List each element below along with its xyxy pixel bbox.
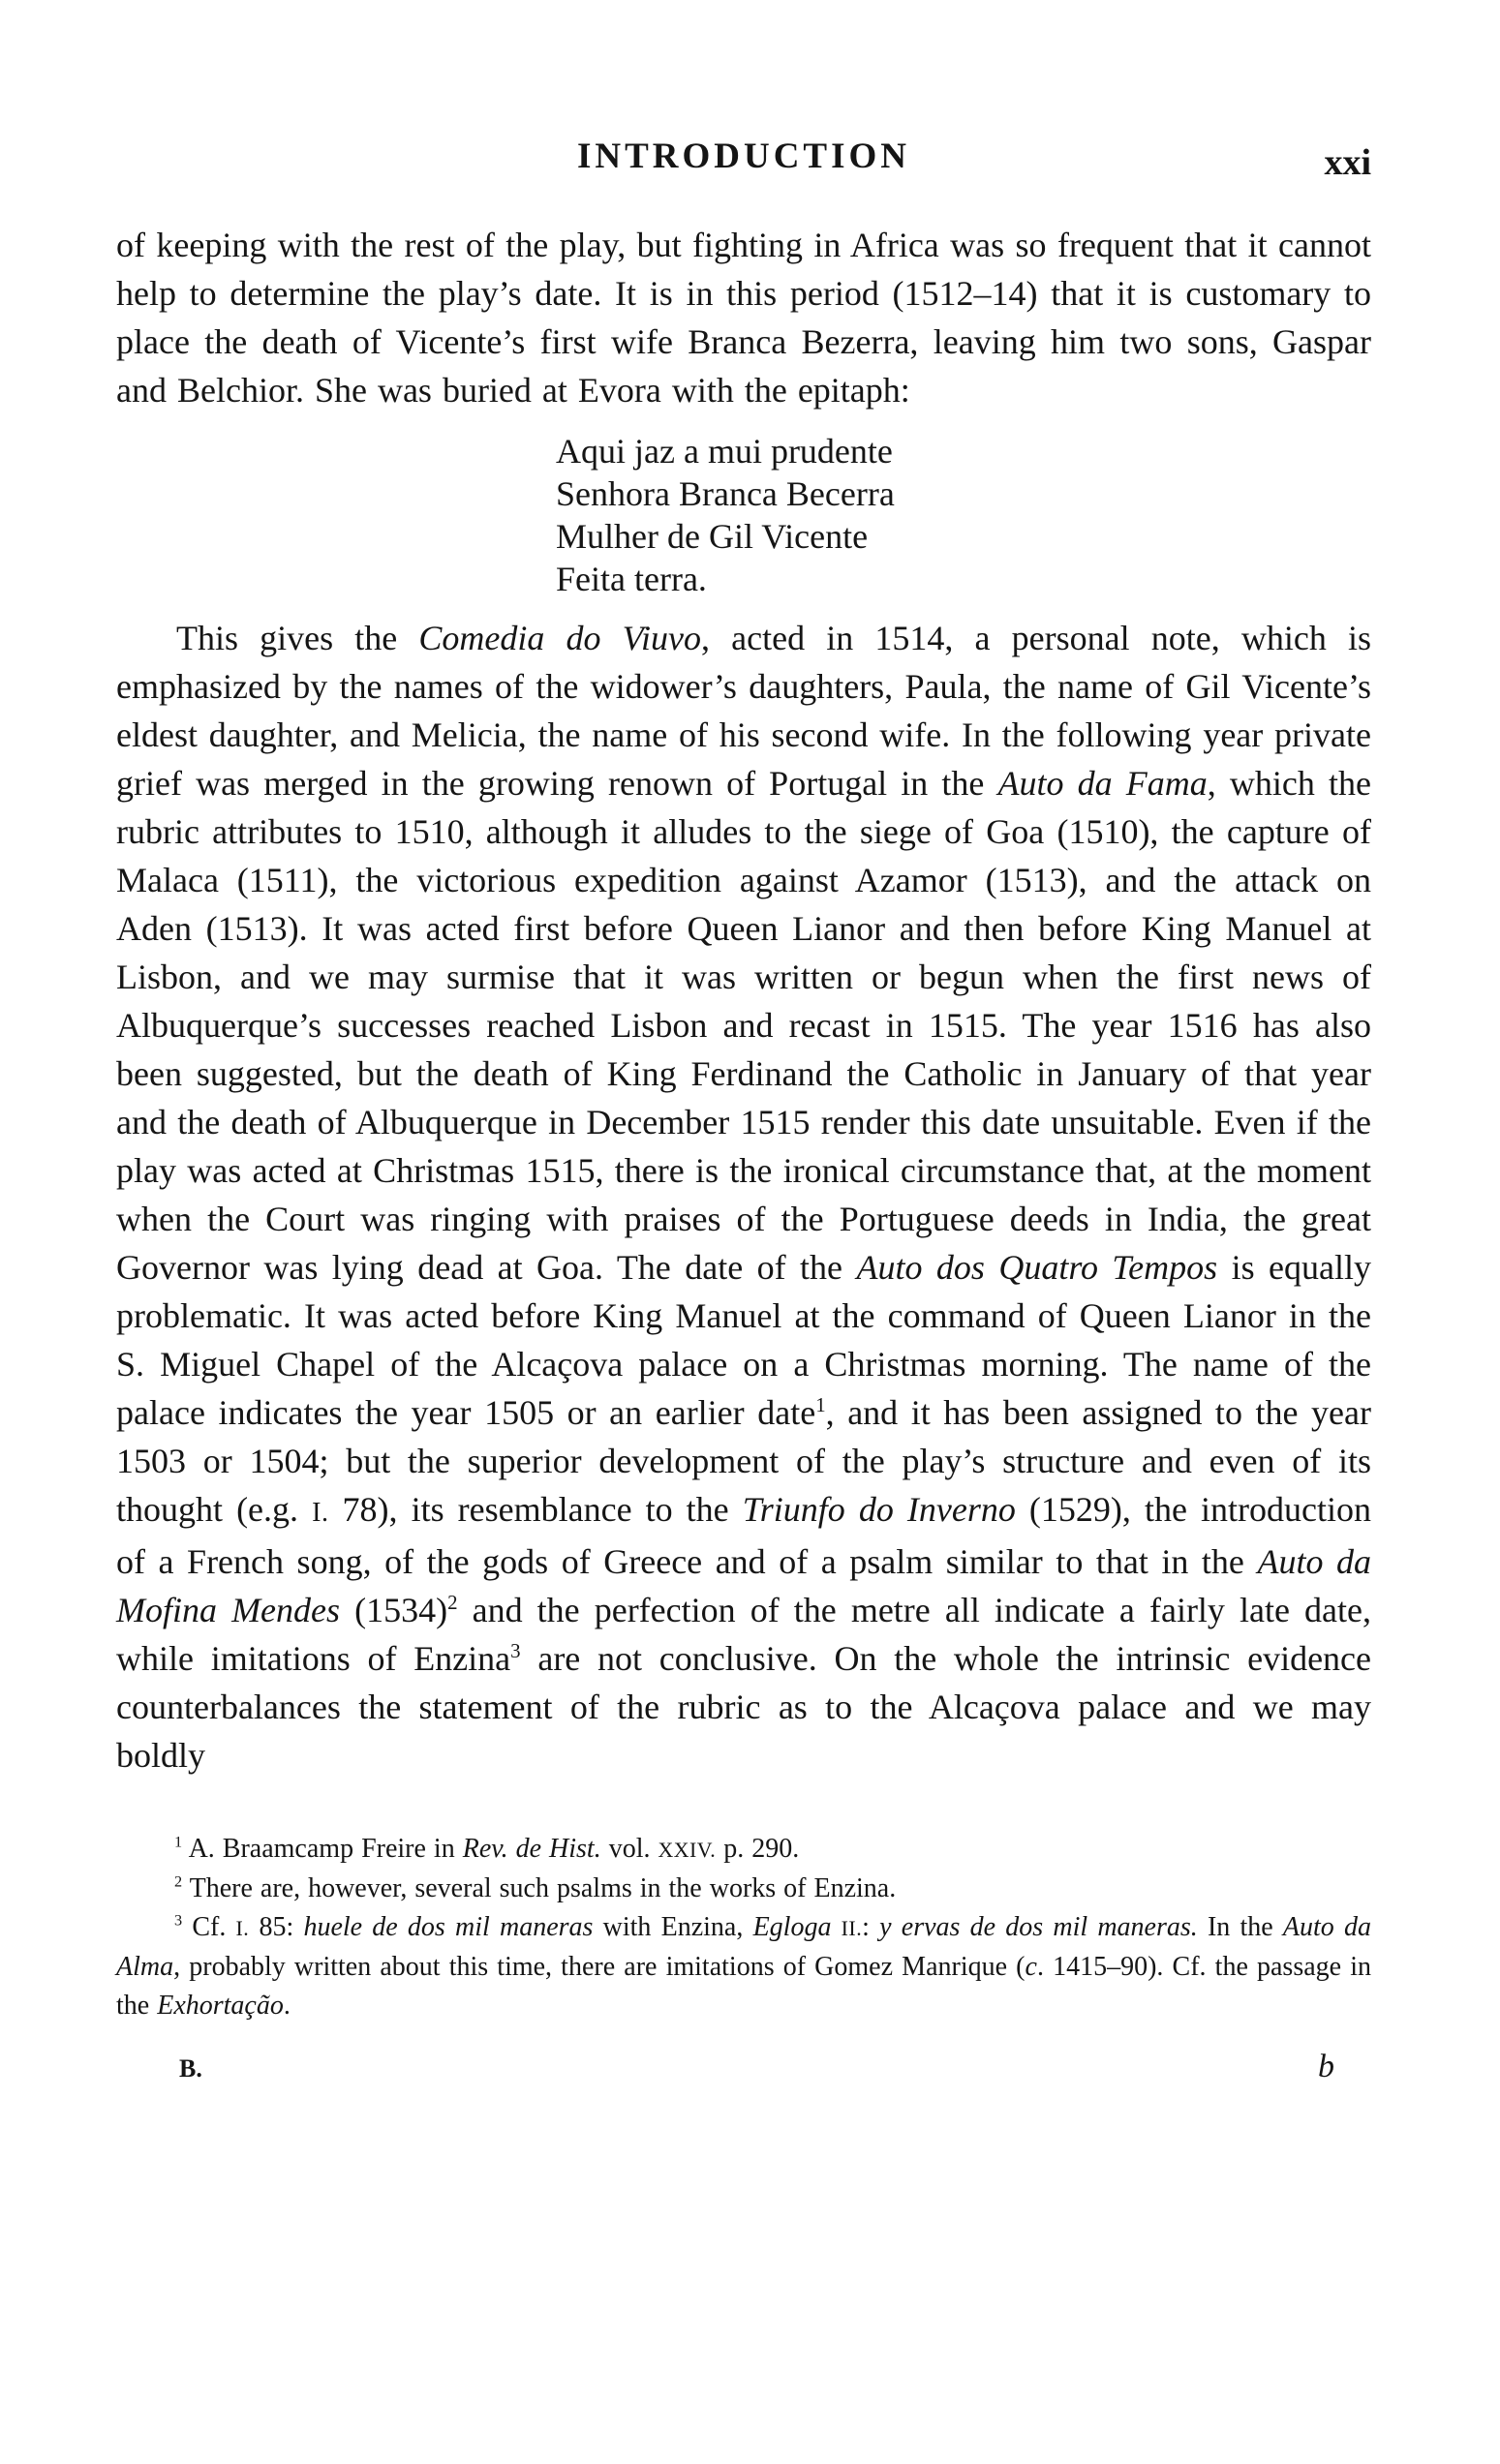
verse-line: Senhora Branca Becerra <box>556 474 895 513</box>
page-header <box>116 134 1371 184</box>
footnote-1: $^1$ A. Braamcamp Freire in Rev. de Hist. vol. XXIV. p. 290. <box>174 1833 800 1864</box>
footnote-3: $^3$ Cf. I. 85: huele de dos mil maneras with Enzina, Egloga II.: y ervas de dos mil maneras. In the Auto da Alma, probably written about this time, there are imitations of Gomez Manrique (c. 1415–90). Cf. the passage in the Exhortação. <box>116 1911 1372 2021</box>
catchword: b <box>1318 2049 1334 2084</box>
text-block <box>116 134 1371 2085</box>
footnotes-section <box>116 1830 1371 2025</box>
verse-line: Feita terra. <box>556 560 707 598</box>
paragraph-main: This gives the Comedia do Viuvo, acted in 1514, a personal note, which is emphasized by the names of the widower’s daughters, Paula, the name of Gil Vicente’s eldest daughter, and Melicia, the name of his second wife. In the following year private grief was merged in the growing renown of Portugal in the Auto da Fama, which the rubric attributes to 1510, although it alludes to the siege of Goa (1510), the capture of Malaca (1511), the victorious expedition against Azamor (1513), and the attack on Aden (1513). It was acted first before Queen Lianor and then before King Manuel at Lisbon, and we may surmise that it was written or begun when the first news of Albuquerque’s successes reached Lisbon and recast in 1515. The year 1516 has also been suggested, but the death of King Ferdinand the Catholic in January of that year and the death of Albuquerque in December 1515 render this date unsuitable. Even if the play was acted at Christmas 1515, there is the ironical circumstance that, at the moment when the Court was ringing with praises of the Portuguese deeds in India, the great Governor was lying dead at Goa. The date of the Auto dos Quatro Tempos is equally problematic. It was acted before King Manuel at the command of Queen Lianor in the S. Miguel Chapel of the Alcaçova palace on a Christmas morning. The name of the palace indicates the year 1505 or an earlier date$^1$, and it has been assigned to the year 1503 or 1504; but the superior development of the play’s structure and even of its thought (e.g. I. 78), its resemblance to the Triunfo do Inverno (1529), the introduction of a French song, of the gods of Greece and of a psalm similar to that in the Auto da Mofina Mendes $(1534)^2$ and the perfection of the metre all indicate a fairly late date, while imitations of Enzina$^3$ are not conclusive. On the whole the intrinsic evidence counterbalances the statement of the rubric as to the Alcaçova palace and we may boldly <box>116 619 1372 1775</box>
epitaph-verse <box>556 430 1371 600</box>
footnote-2: $^2$ There are, however, several such psalms in the works of Enzina. <box>174 1872 897 1903</box>
paragraph-continuation: of keeping with the rest of the play, but fighting in Africa was so frequent that it cannot help to determine the play’s date. It is in this period (1512–14) that it is customary to place the death of Vicente’s first wife Branca Bezerra, leaving him two sons, Gaspar and Belchior. She was buried at Evora with the epitaph: <box>116 226 1371 410</box>
verse-line: Mulher de Gil Vicente <box>556 517 869 556</box>
running-title: INTRODUCTION <box>576 137 911 176</box>
verse-line: Aqui jaz a mui prudente <box>556 432 893 471</box>
page-number: xxi <box>1324 142 1371 183</box>
page-footer <box>116 2049 1371 2085</box>
signature-mark: B. <box>179 2054 202 2083</box>
